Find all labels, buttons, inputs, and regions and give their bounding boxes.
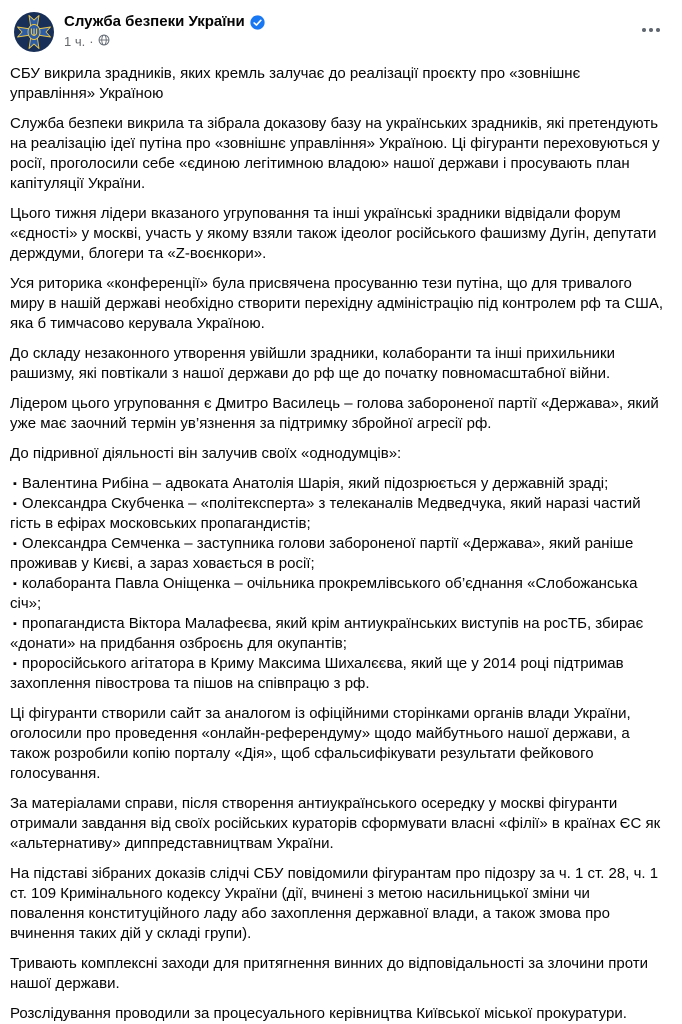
post-paragraph: СБУ викрила зрадників, яких кремль залучає до реалізації проєкту про «зовнішнє управління» Україною — [10, 65, 581, 102]
verified-badge-icon — [250, 15, 265, 30]
globe-icon — [98, 34, 110, 50]
more-options-button[interactable] — [636, 20, 666, 40]
list-item — [10, 654, 666, 694]
list-item — [10, 474, 666, 494]
post-paragraph: Тривають комплексні заходи для притягнення винних до відповідальності за злочини проти нашої держави. — [10, 955, 649, 992]
post-paragraph: Цього тижня лідери вказаного угруповання та інші українські зрадники відвідали форум «єдності» у москві, участь у якому взяли також ідеолог російського фашизму Дугін, депутати держдуми, блогери та «Z-воєнкори». — [10, 205, 657, 262]
ellipsis-dot — [656, 28, 660, 32]
bullet-marker: ▪ — [13, 578, 17, 590]
list-item-text: Олександра Семченка – заступника голови забороненої партії «Держава», який раніше проживав у Києві, а зараз ховається в росії; — [10, 535, 634, 572]
bullet-marker: ▪ — [13, 478, 17, 490]
list-item — [10, 494, 666, 534]
post-paragraph: Ці фігуранти створили сайт за аналогом із офіційними сторінками органів влади України, оголосили про проведення «онлайн-референдуму» щодо майбутнього нашої держави, а також розробили копію порталу «Дія», щоб сфальсифікувати результати фейкового голосування. — [10, 705, 631, 782]
post-header — [0, 0, 682, 52]
post-paragraph: Розслідування проводили за процесуального керівництва Київської міської прокуратури. — [10, 1005, 627, 1022]
list-item-text: пропагандиста Віктора Малафеєва, який крім антиукраїнських виступів на росТБ, збирає «донати» на придбання озброєнь для окупантів; — [10, 615, 644, 652]
avatar[interactable] — [14, 12, 54, 52]
bullet-marker: ▪ — [13, 618, 17, 630]
post-paragraph: Лідером цього угруповання є Дмитро Василець – голова забороненої партії «Держава», який уже має заочний термін ув’язнення за підтримку збройної агресії рф. — [10, 395, 659, 432]
list-item-text: Олександра Скубченка – «політексперта» з телеканалів Медведчука, який наразі частий гість в ефірах московських пропагандистів; — [10, 495, 641, 532]
bullet-marker: ▪ — [13, 498, 17, 510]
bullet-marker: ▪ — [13, 658, 17, 670]
ellipsis-dot — [642, 28, 646, 32]
list-item-text: проросійського агітатора в Криму Максима Шихалєєва, який ще у 2014 році підтримав захоплення півострова та пішов на співпрацю з рф. — [10, 655, 624, 692]
post-paragraph: Служба безпеки викрила та зібрала доказову базу на українських зрадників, які претендують на реалізацію ідеї путіна про «зовнішнє управління» Україною. Ці фігуранти переховуються у росії, проголосили себе «єдиною легітимною владою» нашої держави і просувають план капітуляції України. — [10, 115, 660, 192]
list-item — [10, 534, 666, 574]
sbu-emblem-icon — [14, 12, 54, 52]
ellipsis-dot — [649, 28, 653, 32]
page-name[interactable]: Служба безпеки України — [64, 13, 245, 30]
list-item — [10, 614, 666, 654]
header-info — [64, 12, 636, 50]
list-item — [10, 574, 666, 614]
post-text — [0, 52, 682, 1024]
post-meta — [64, 34, 636, 50]
post-paragraph: До підривної діяльності він залучив своїх «однодумців»: — [10, 445, 402, 462]
post-paragraph: За матеріалами справи, після створення антиукраїнського осередку у москві фігуранти отримали завдання від своїх російських кураторів сформувати власні «філії» в країнах ЄС як «альтернативу» диппредставництвам України. — [10, 795, 661, 852]
post-paragraph: До складу незаконного утворення увійшли зрадники, колаборанти та інші прихильники рашизму, які повтікали з нашої держави до рф ще до початку повномасштабної війни. — [10, 345, 615, 382]
meta-separator: · — [89, 34, 94, 49]
bullet-list — [10, 474, 666, 694]
post-paragraph: Уся риторика «конференції» була присвячена просуванню тези путіна, що для тривалого миру в нашій державі необхідно створити перехідну адміністрацію під контролем рф та США, яка б тимчасово керувала Україною. — [10, 275, 664, 332]
timestamp[interactable]: 1 ч. — [64, 34, 86, 49]
list-item-text: колаборанта Павла Оніщенка – очільника прокремлівського об’єднання «Слобожанська січ»; — [10, 575, 638, 612]
bullet-marker: ▪ — [13, 538, 17, 550]
post-paragraph: На підставі зібраних доказів слідчі СБУ повідомили фігурантам про підозру за ч. 1 ст. 28, ч. 1 ст. 109 Кримінального кодексу України (дії, вчинені з метою насильницької зміни чи повалення конституційного ладу або захоплення державної влади, а також змова про вчинення таких дій у складі групи). — [10, 865, 659, 942]
list-item-text: Валентина Рибіна – адвоката Анатолія Шарія, який підозрюється у державній зраді; — [21, 475, 609, 492]
